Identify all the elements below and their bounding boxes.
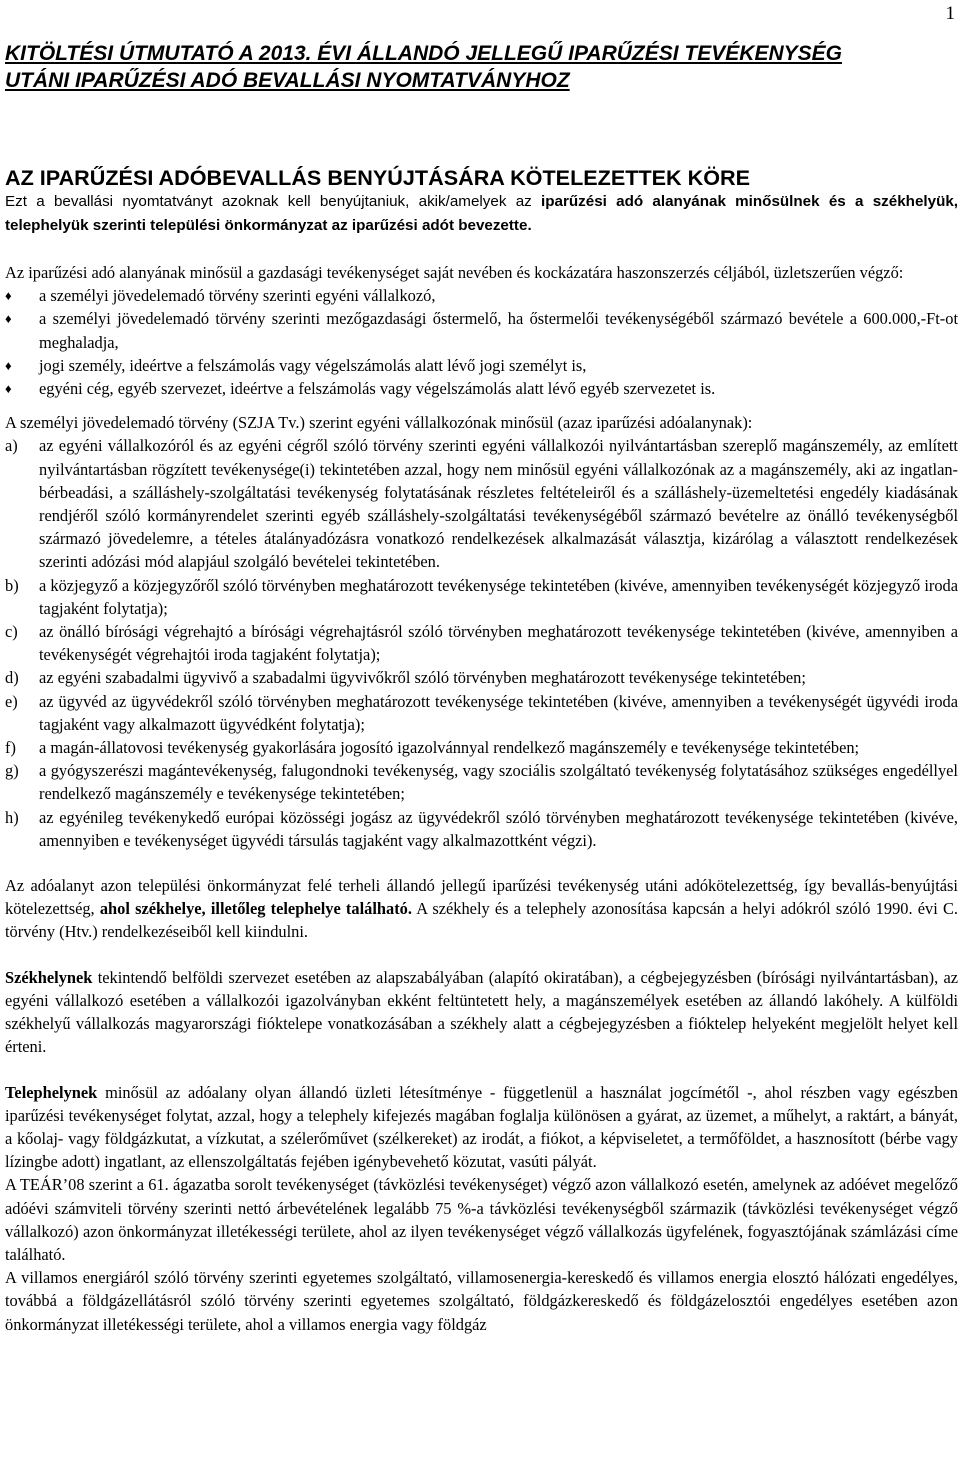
item-text: a közjegyző a közjegyzőről szóló törvényben meghatározott tevékenysége tekintetében (kivéve, amennyiben tevékenységét közjegyző iroda tagjaként folytatja); — [39, 575, 958, 618]
document-title — [5, 40, 957, 94]
item-label: e) — [5, 691, 18, 711]
bullet-text: jogi személy, ideértve a felszámolás vagy végelszámolás alatt lévő jogi személyt is, — [39, 355, 587, 375]
item-text: az egyéni vállalkozóról és az egyéni cégről szóló törvény szerinti egyéni vállalkozói nyilvántartásban szereplő magánszemély, az említett nyilvántartásban rögzített tevékenysége(i) tekintetében azzal, hogy nem minősül egyéni vállalkozónak az a magánszemély, aki az ingatlan-bérbeadási, a szálláshely-szolgáltatási tevékenység folytatásának részletes feltételeiről és a szálláshely-üzemeltetési engedély kiadásának rendjéről szóló kormányrendelet szerinti egyéb szálláshely-szolgáltatási tevékenységéből származó bevételre az önálló tevékenységből származó jövedelemre, a tételes átalányadózásra vonatkozó rendelkezések alkalmazását választja, kizárólag a választott rendelkezések szerinti adózási mód alapjául szolgáló bevételei tekintetében. — [39, 436, 958, 572]
list-item — [5, 620, 958, 666]
item-label: a) — [5, 436, 18, 456]
bullet-item — [5, 354, 958, 377]
szekhely-text: tekintendő belföldi szervezet esetében az alapszabályában (alapító okiratában), a cégbejegyzésben (bírósági nyilvántartásban), az egyéni vállalkozó esetében a vállalkozói igazolványban ekként feltüntetett hely, a magánszemélyek esetében az állandó lakóhely. A külföldi székhelyű vállalkozás magyarországi fióktelepe vonatkozásában a székhely alatt a cégbejegyzésben a fióktelep helyeként megjelölt helyet kell érteni. — [5, 967, 958, 1057]
item-text: a magán-állatovosi tevékenység gyakorlására jogosító igazolvánnyal rendelkező magánszemély e tevékenysége tekintetében; — [39, 738, 860, 758]
szekhely-term: Székhelynek — [5, 967, 93, 987]
item-text: az egyéni szabadalmi ügyvivő a szabadalmi ügyvivőkről szóló törvényben meghatározott tevékenysége tekintetében; — [39, 668, 806, 688]
obligation-text: Az adóalanyt azon települési önkormányzat felé terheli állandó jellegű iparűzési tevékenység utáni adókötelezettség, így bevallás-benyújtási kötelezettség, — [5, 876, 958, 919]
obligation-paragraph — [5, 874, 958, 944]
item-label: b) — [5, 575, 19, 595]
obligation-bold-text: ahol székhelye, illetőleg telephelye található. — [99, 899, 412, 919]
item-text: az önálló bírósági végrehajtó a bírósági végrehajtásról szóló törvényben meghatározott tevékenysége tekintetében (kivéve, amennyiben a tevékenységét végrehajtói iroda tagjaként folytatja); — [39, 622, 958, 665]
item-text: a gyógyszerészi magántevékenység, falugondnoki tevékenység, vagy szociális szolgáltató tevékenység folytatásához szükséges engedéllyel rendelkező magánszemély e tevékenysége tekintetében; — [39, 761, 958, 804]
title-line-2: UTÁNI IPARŰZÉSI ADÓ BEVALLÁSI NYOMTATVÁNYHOZ — [5, 69, 570, 92]
list-item — [5, 759, 958, 805]
item-label: c) — [5, 622, 18, 642]
list-item — [5, 806, 958, 852]
list-item — [5, 574, 958, 620]
diamond-bullet-icon: ♦ — [5, 357, 12, 373]
bullet-item — [5, 377, 958, 400]
item-text: az egyénileg tevékenykedő európai közösségi jogász az ügyvédekről szóló törvényben meghatározott tevékenysége tekintetében (kivéve, amennyiben e tevékenységet ügyvédi társulás tagjaként vagy alkalmazottként végzi). — [39, 807, 958, 850]
telephely-text: minősül az adóalany olyan állandó üzleti létesítménye - függetlenül a használat jogcímétől -, ahol részben vagy egészben iparűzési tevékenységet folytat, azzal, hogy a telephely kifejezés magában foglalja különösen a gyárat, az üzemet, a műhelyt, a raktárt, a bányát, a kőolaj- vagy földgázkutat, a vízkutat, a szélerőművet (szélkereket) az irodát, a fiókot, a képviseletet, a termőföldet, a hasznosított (bérbe vagy lízingbe adott) ingatlant, az ellenszolgáltatás fejében igénybevehető közutat, vasúti pályát. — [5, 1082, 958, 1172]
section-heading: AZ IPARŰZÉSI ADÓBEVALLÁS BENYÚJTÁSÁRA KÖTELEZETTEK KÖRE — [5, 165, 751, 190]
telephely-paragraph — [5, 1081, 958, 1174]
teor-paragraph: A TEÁR’08 szerint a 61. ágazatba sorolt tevékenységet (távközlési tevékenységet) végző azon vállalkozó esetén, amelynek az adóévet megelőző adóévi számviteli törvény szerinti nettó árbevételének legalább 75 %-a távközlési tevékenységből származik (távközlési tevékenységet végző vállalkozó) azon önkormányzat illetékességi területe, ahol az ilyen tevékenységet végző vállalkozás ügyfelének, fogyasztójának számlázási címe található. — [5, 1175, 958, 1264]
bullet-item — [5, 307, 958, 353]
page-number: 1 — [945, 3, 955, 24]
diamond-bullet-icon: ♦ — [5, 311, 12, 327]
list-item — [5, 690, 958, 736]
diamond-bullet-icon: ♦ — [5, 288, 12, 304]
title-line-1: KITÖLTÉSI ÚTMUTATÓ A 2013. ÉVI ÁLLANDÓ JELLEGŰ IPARŰZÉSI TEVÉKENYSÉG — [5, 42, 842, 65]
szja-paragraph: A személyi jövedelemadó törvény (SZJA Tv.) szerint egyéni vállalkozónak minősül (azaz iparűzési adóalanynak): — [5, 413, 753, 433]
szekhely-paragraph — [5, 966, 958, 1059]
obligation-text-end: A székhely és a telephely azonosítása kapcsán a helyi adókról szóló 1990. évi C. törvény (Htv.) rendelkezéseiből kell kiindulni. — [5, 899, 958, 942]
list-item — [5, 736, 958, 759]
item-label: g) — [5, 761, 19, 781]
item-text: az ügyvéd az ügyvédekről szóló törvényben meghatározott tevékenysége tekintetében (kivéve, amennyiben a tevékenységét ügyvédi iroda tagjaként vagy alkalmazott ügyvédként folytatja); — [39, 691, 958, 734]
document-body — [5, 190, 958, 1336]
bullet-item — [5, 284, 958, 307]
list-item — [5, 666, 958, 689]
list-item — [5, 434, 958, 573]
intro-bold-text: iparűzési adó alanyának minősülnek és a székhelyük, telephelyük szerinti települési önkormányzat az iparűzési adót bevezette. — [5, 193, 959, 234]
intro-paragraph — [5, 190, 958, 237]
villamos-paragraph: A villamos energiáról szóló törvény szerinti egyetemes szolgáltató, villamosenergia-kereskedő és villamos energia elosztó hálózati engedélyes, továbbá a földgázellátásról szóló törvény szerinti egyetemes szolgáltató, földgázkereskedő és földgázelosztói engedélyes esetében azon önkormányzat illetékességi területe, ahol a villamos energia vagy földgáz — [5, 1268, 958, 1334]
bullet-text: a személyi jövedelemadó törvény szerinti mezőgazdasági őstermelő, ha őstermelői tevékenységéből származó bevétele a 600.000,-Ft-ot meghaladja, — [39, 309, 958, 352]
telephely-term: Telephelynek — [5, 1082, 98, 1102]
item-label: d) — [5, 668, 19, 688]
item-label: h) — [5, 807, 19, 827]
bullet-text: egyéni cég, egyéb szervezet, ideértve a felszámolás vagy végelszámolás alatt lévő egyéb szervezetet is. — [39, 379, 716, 399]
bullet-text: a személyi jövedelemadó törvény szerinti egyéni vállalkozó, — [39, 286, 436, 306]
diamond-bullet-icon: ♦ — [5, 381, 12, 397]
intro-text: Ezt a bevallási nyomtatványt azoknak kell benyújtaniuk, akik/amelyek az — [5, 193, 542, 210]
item-label: f) — [5, 738, 16, 758]
subject-paragraph: Az iparűzési adó alanyának minősül a gazdasági tevékenységet saját nevében és kockázatára haszonszerzés céljából, üzletszerűen végző: — [5, 263, 904, 282]
